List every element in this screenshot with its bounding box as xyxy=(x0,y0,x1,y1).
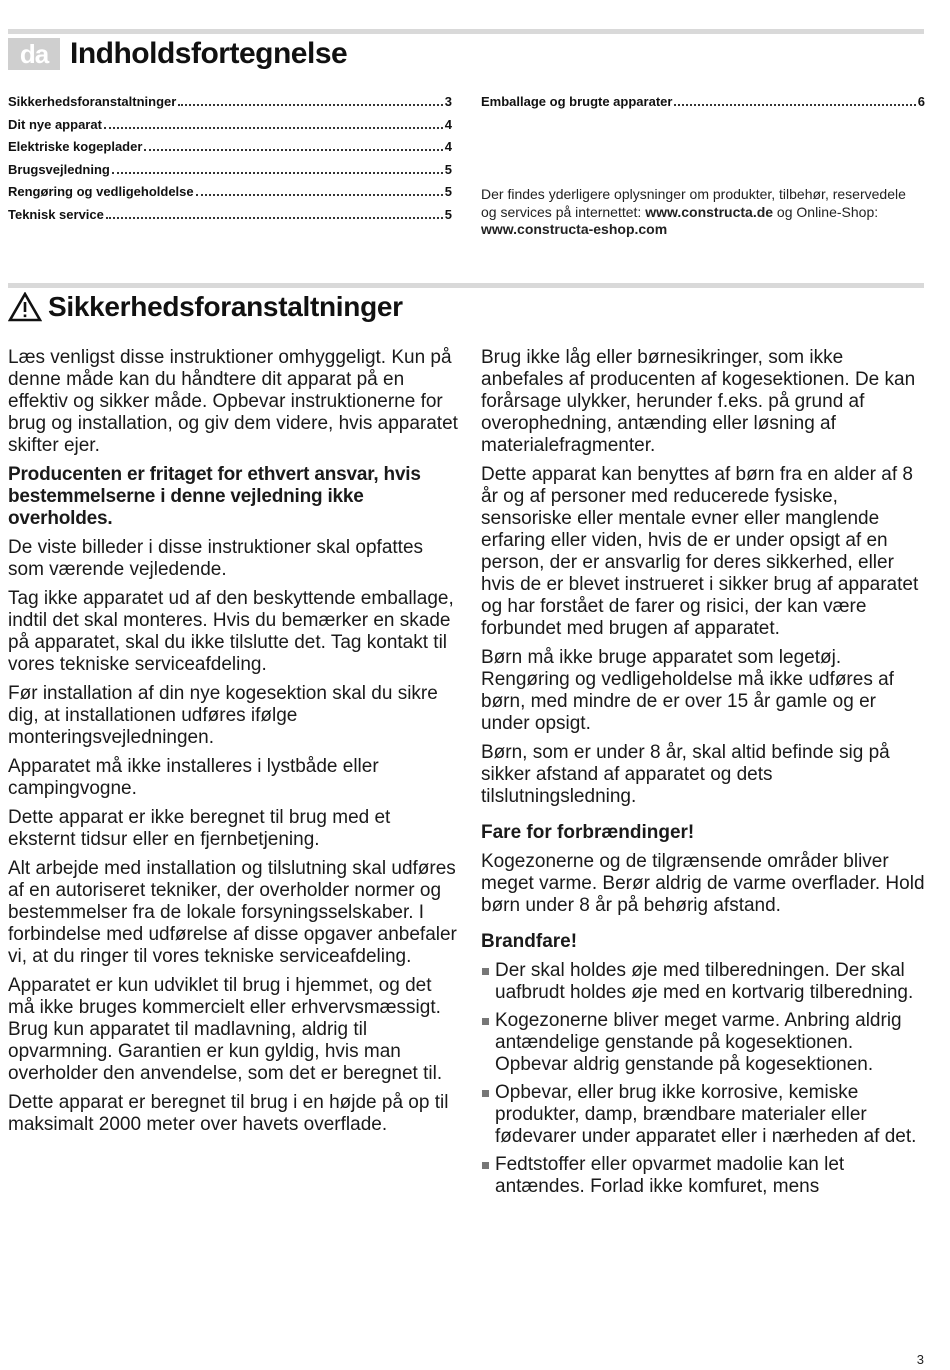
section-title: Sikkerhedsforanstaltninger xyxy=(48,291,403,322)
fire-hazard-list xyxy=(481,960,926,1198)
page-title: Indholdsfortegnelse xyxy=(70,37,348,70)
paragraph: Læs venligst disse instruktioner omhyggeligt. Kun på denne måde kan du håndtere dit apparat på en effektiv og sikker måde. Opbevar instruktionerne for brug og installation, og giv dem videre, hvis apparatet skifter ejer. xyxy=(8,347,458,456)
paragraph: Før installation af din nye kogesektion skal du sikre dig, at installationen udføres ifølge monteringsvejledningen. xyxy=(8,683,438,748)
toc-label: Elektriske kogeplader xyxy=(8,139,143,154)
liability-notice: Producenten er fritaget for ethvert ansvar, hvis bestemmelserne i denne vejledning ikke overholdes. xyxy=(8,464,421,529)
toc-page: 5 xyxy=(444,206,452,222)
paragraph: Børn må ikke bruge apparatet som legetøj. Rengøring og vedligeholdelse må ikke udføres af børn, med mindre de er over 15 år gamle og er under opsigt. xyxy=(481,647,894,734)
toc-leader xyxy=(144,149,442,151)
list-item: Opbevar, eller brug ikke korrosive, kemiske produkter, damp, brændbare materialer eller fødevarer under apparatet eller i nærheden af det. xyxy=(481,1082,926,1148)
toc-page: 6 xyxy=(917,94,925,109)
paragraph: Apparatet må ikke installeres i lystbåde eller campingvogne. xyxy=(8,756,379,799)
toc-right xyxy=(481,94,925,117)
toc-entry[interactable] xyxy=(8,207,452,230)
language-badge: da xyxy=(8,38,60,70)
paragraph: Dette apparat er beregnet til brug i en højde på op til maksimalt 2000 meter over havets overflade. xyxy=(8,1092,449,1135)
toc-leader xyxy=(104,127,443,129)
right-column xyxy=(481,347,926,1204)
list-item: Kogezonerne bliver meget varme. Anbring aldrig antændelige genstande på kogesektionen. Opbevar aldrig genstande på kogesektionen. xyxy=(481,1010,926,1076)
toc-entry[interactable] xyxy=(8,94,452,117)
toc-label: Emballage og brugte apparater xyxy=(481,94,673,109)
toc-page: 4 xyxy=(444,116,452,132)
section-heading xyxy=(8,290,403,324)
left-column xyxy=(8,347,458,1143)
section-divider xyxy=(8,283,924,288)
toc-leader xyxy=(178,104,442,106)
toc-leader xyxy=(112,172,443,174)
toc-label: Rengøring og vedligeholdelse xyxy=(8,184,194,199)
paragraph: Tag ikke apparatet ud af den beskyttende emballage, indtil det skal monteres. Hvis du bemærker en skade på apparatet, skal du ikke tilslutte det. Tag kontakt til vores tekniske serviceafdeling. xyxy=(8,588,454,675)
toc-label: Brugsvejledning xyxy=(8,161,110,177)
fire-hazard-heading: Brandfare! xyxy=(481,931,578,952)
toc-label: Dit nye apparat xyxy=(8,116,102,132)
toc-entry[interactable] xyxy=(8,184,452,207)
toc-label: Teknisk service xyxy=(8,206,104,222)
toc-entry[interactable] xyxy=(481,94,925,117)
paragraph: Brug ikke låg eller børnesikringer, som ikke anbefales af producenten af kogesektionen. De kan forårsage ulykker, herunder f.eks. på grund af overophedning, antænding eller løsning af materialefragmenter. xyxy=(481,347,916,456)
toc-page: 5 xyxy=(444,161,452,177)
toc-leader xyxy=(674,104,915,106)
toc-label: Sikkerhedsforanstaltninger xyxy=(8,94,177,109)
toc-entry[interactable] xyxy=(8,117,452,140)
toc-page: 3 xyxy=(444,94,452,109)
paragraph: Dette apparat er ikke beregnet til brug med et eksternt tidsur eller en fjernbetjening. xyxy=(8,807,391,850)
paragraph: De viste billeder i disse instruktioner skal opfattes som værende vejledende. xyxy=(8,537,424,580)
list-item: Der skal holdes øje med tilberedningen. Der skal uafbrudt holdes øje med en kortvarig tilberedning. xyxy=(481,960,926,1004)
eshop-link[interactable]: www.constructa-eshop.com xyxy=(481,221,668,237)
toc-page: 5 xyxy=(444,184,452,199)
toc-leader xyxy=(106,217,443,219)
list-item: Fedtstoffer eller opvarmet madolie kan let antændes. Forlad ikke komfuret, mens xyxy=(481,1154,926,1198)
paragraph: Børn, som er under 8 år, skal altid befinde sig på sikker afstand af apparatet og dets tilslutningsledning. xyxy=(481,742,890,807)
info-text-2: og Online-Shop: xyxy=(773,203,879,220)
constructa-link[interactable]: www.constructa.de xyxy=(645,203,774,220)
page-number: 3 xyxy=(916,1352,924,1367)
toc-entry[interactable] xyxy=(8,139,452,162)
paragraph: Kogezonerne og de tilgrænsende områder bliver meget varme. Berør aldrig de varme overflader. Hold børn under 8 år på behørig afstand. xyxy=(481,851,925,916)
info-text-1: Der findes yderligere oplysninger om produkter, tilbehør, reservedele og services på internettet: xyxy=(481,186,906,220)
toc-entry[interactable] xyxy=(8,162,452,185)
warning-triangle-icon xyxy=(8,292,42,322)
toc-page: 4 xyxy=(444,139,452,154)
paragraph: Alt arbejde med installation og tilslutning skal udføres af en autoriseret tekniker, der overholder normer og bestemmelser fra de lokale forsyningsselskaber. I forbindelse med udførelse af disse opgaver anbefaler vi, at du ringer til vores tekniske serviceafdeling. xyxy=(8,858,457,967)
toc-leader xyxy=(196,194,443,196)
paragraph: Dette apparat kan benyttes af børn fra en alder af 8 år og af personer med reducerede fysiske, sensoriske eller mentale evner eller manglende erfaring eller viden, hvis de er under opsigt af en person, der er ansvarlig for deres sikkerhed, eller hvis de er blevet instrueret i sikker brug af apparatet og har forstået de farer og risici, der kan være forbundet med brugen af apparatet. xyxy=(481,464,919,639)
online-info xyxy=(481,186,925,239)
paragraph: Apparatet er kun udviklet til brug i hjemmet, og det må ikke bruges kommercielt eller erhvervsmæssigt. Brug kun apparatet til madlavning, aldrig til opvarmning. Garantien er kun gyldig, hvis man overholder den anvendelse, som det er beregnet til. xyxy=(8,975,443,1084)
toc-left xyxy=(8,94,452,229)
burn-hazard-heading: Fare for forbrændinger! xyxy=(481,822,695,843)
